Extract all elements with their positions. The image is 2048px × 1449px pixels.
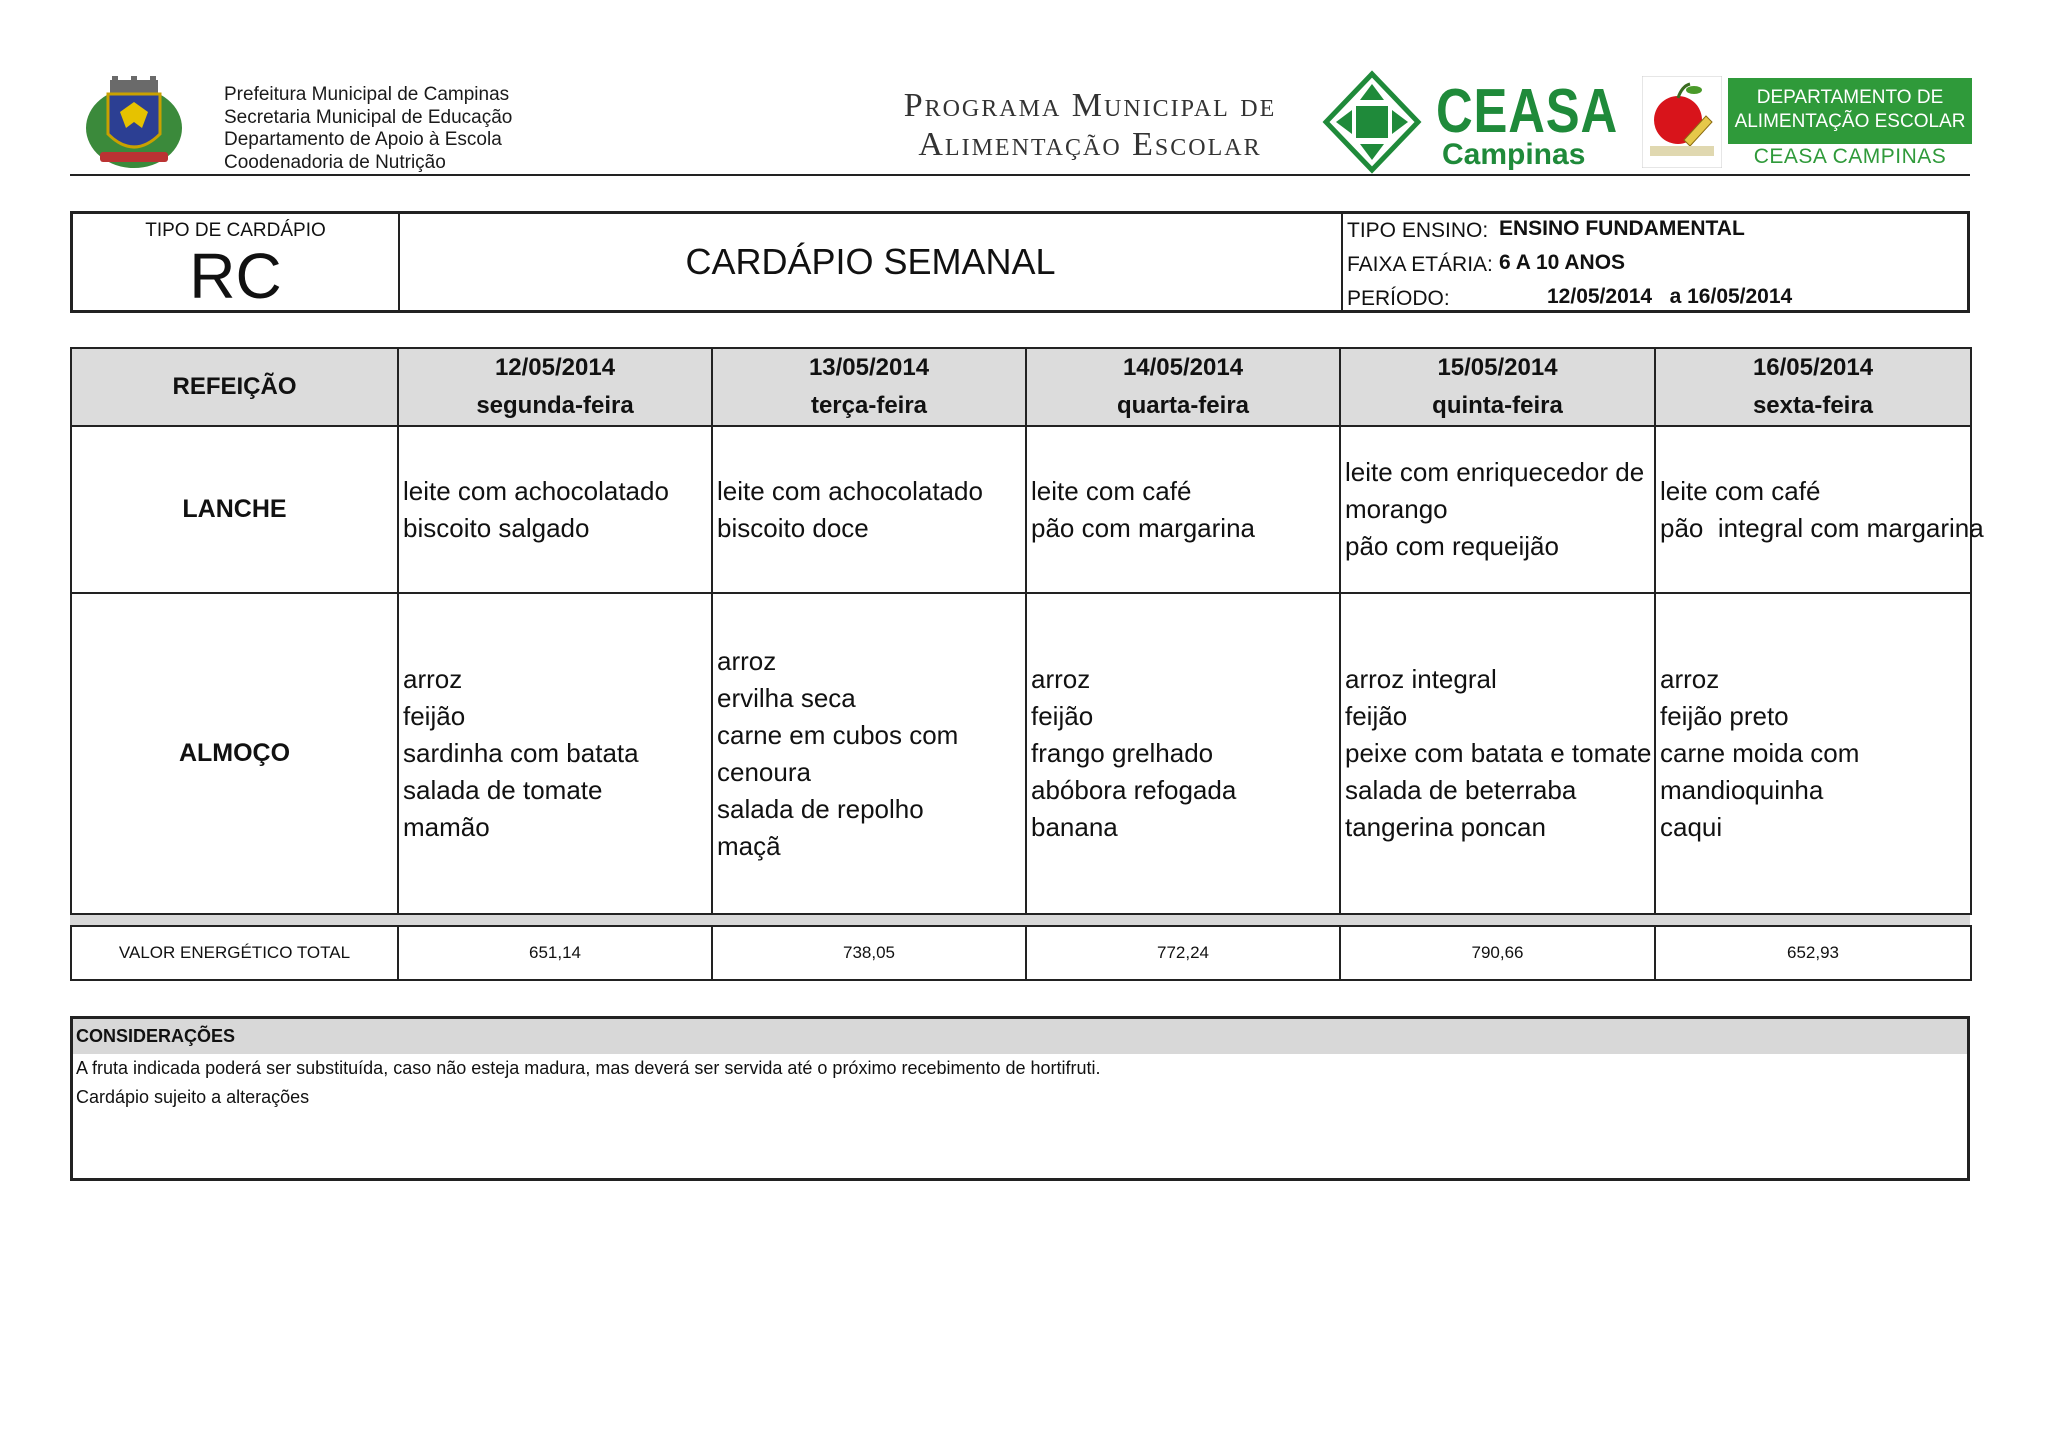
energy-row: [71, 926, 1971, 980]
prefeitura-line: Secretaria Municipal de Educação: [224, 106, 513, 128]
menu-item: peixe com batata e tomate: [1345, 738, 1652, 768]
ensino-label: TIPO ENSINO:: [1347, 219, 1489, 242]
program-line2: Alimentação Escolar: [918, 126, 1262, 163]
menu-title: CARDÁPIO SEMANAL: [400, 214, 1343, 310]
program-line1: Programa Municipal de: [903, 87, 1277, 124]
lanche-label: LANCHE: [71, 426, 398, 593]
menu-cell: [1340, 593, 1655, 914]
menu-item: banana: [1031, 812, 1118, 842]
menu-item: biscoito salgado: [403, 512, 590, 543]
menu-type-label: TIPO DE CARDÁPIO: [145, 220, 326, 241]
menu-item: arroz: [717, 645, 777, 676]
menu-item: feijão: [403, 701, 466, 731]
menu-cell: [1340, 426, 1655, 593]
energy-label: VALOR ENERGÉTICO TOTAL: [71, 926, 398, 980]
energy-separator: [70, 915, 1970, 925]
periodo-label: PERÍODO:: [1347, 287, 1450, 310]
menu-item: leite com enriquecedor de: [1345, 457, 1645, 487]
menu-type-cell: [73, 214, 400, 310]
dept-line1: DEPARTAMENTO DE: [1756, 87, 1944, 108]
menu-item: caqui: [1660, 812, 1723, 842]
day-header: [1655, 348, 1971, 426]
menu-item: pão com requeijão: [1345, 531, 1559, 561]
menu-cell: [1655, 426, 1984, 593]
menu-item: tangerina poncan: [1345, 812, 1546, 842]
menu-item: carne em cubos com: [717, 719, 959, 750]
dept-line2: ALIMENTAÇÃO ESCOLAR: [1734, 111, 1966, 132]
day-weekday: terça-feira: [810, 392, 928, 419]
apple-icon: [1642, 76, 1722, 168]
menu-item: ervilha seca: [717, 682, 856, 713]
menu-cell: [1655, 593, 1971, 914]
menu-item: maçã: [717, 830, 781, 861]
menu-item: arroz: [1660, 664, 1720, 694]
day-date: 14/05/2014: [1122, 354, 1244, 381]
day-date: 12/05/2014: [494, 354, 616, 381]
almoco-label: ALMOÇO: [71, 593, 398, 914]
faixa-label: FAIXA ETÁRIA:: [1347, 253, 1493, 276]
almoco-row: [71, 593, 1971, 914]
menu-header-row: [71, 348, 1971, 426]
page-header: [70, 68, 1970, 176]
menu-item: cenoura: [717, 756, 811, 787]
day-header: [712, 348, 1026, 426]
department-logo-green: [1728, 78, 1972, 144]
energy-value: 738,05: [712, 926, 1026, 980]
menu-item: feijão: [1345, 701, 1408, 731]
menu-item: leite com achocolatado: [717, 475, 983, 506]
menu-info-box: [70, 211, 1970, 313]
energy-value: 652,93: [1655, 926, 1971, 980]
day-date: 16/05/2014: [1752, 354, 1874, 381]
day-header: [1340, 348, 1655, 426]
menu-item: mandioquinha: [1660, 775, 1824, 805]
prefeitura-line: Prefeitura Municipal de Campinas: [224, 84, 510, 105]
day-weekday: quinta-feira: [1432, 392, 1563, 419]
ensino-value: ENSINO FUNDAMENTAL: [1499, 217, 1745, 240]
menu-item: abóbora refogada: [1031, 775, 1237, 805]
menu-type-value: RC: [189, 240, 282, 312]
menu-item: leite com café: [1660, 475, 1821, 506]
prefeitura-line: Departamento de Apoio à Escola: [224, 129, 502, 150]
dept-line3: CEASA CAMPINAS: [1753, 145, 1947, 168]
day-date: 13/05/2014: [808, 354, 930, 381]
lanche-row: [71, 426, 1971, 593]
menu-item: morango: [1345, 494, 1448, 524]
menu-cell: [1026, 593, 1340, 914]
department-logo: [1728, 78, 1972, 170]
menu-cell: [712, 426, 1026, 593]
menu-item: arroz: [1031, 664, 1091, 694]
prefeitura-line: Coodenadoria de Nutrição: [224, 151, 446, 173]
menu-item: arroz integral: [1345, 664, 1497, 694]
weekly-menu-table: [70, 347, 1984, 915]
periodo-value: 12/05/2014 a 16/05/2014: [1547, 285, 1793, 308]
menu-item: carne moida com: [1660, 738, 1860, 768]
menu-item: frango grelhado: [1031, 738, 1214, 768]
menu-cell: [398, 426, 712, 593]
energy-value: 790,66: [1340, 926, 1655, 980]
ceasa-logo-text: CEASA: [1436, 77, 1619, 146]
faixa-value: 6 A 10 ANOS: [1499, 251, 1626, 274]
considerations-line: Cardápio sujeito a alterações: [76, 1087, 310, 1107]
day-header: [398, 348, 712, 426]
menu-item: feijão preto: [1660, 701, 1789, 731]
energy-value: 651,14: [398, 926, 712, 980]
energy-value: 772,24: [1026, 926, 1340, 980]
menu-item: leite com café: [1031, 475, 1192, 506]
menu-item: leite com achocolatado: [403, 475, 669, 506]
program-title: [810, 86, 1370, 164]
day-date: 15/05/2014: [1437, 354, 1558, 381]
day-weekday: segunda-feira: [476, 392, 634, 419]
menu-item: salada de tomate: [403, 775, 603, 805]
menu-item: salada de repolho: [717, 793, 924, 824]
menu-cell: [712, 593, 1026, 914]
day-weekday: sexta-feira: [1752, 392, 1874, 419]
menu-details: [1343, 214, 1973, 310]
meal-column-header: REFEIÇÃO: [71, 348, 398, 426]
considerations-line: A fruta indicada poderá ser substituída, caso não esteja madura, mas deverá ser servida até o próximo recebimento de hortifruti.: [76, 1058, 1101, 1078]
menu-item: pão integral com margarina: [1660, 512, 1984, 543]
menu-item: pão com margarina: [1031, 512, 1255, 543]
day-header: [1026, 348, 1340, 426]
menu-item: sardinha com batata: [403, 738, 639, 768]
campinas-coat-of-arms-icon: [80, 72, 188, 172]
considerations-text: [73, 1054, 1967, 1112]
energy-table: [70, 925, 1972, 981]
menu-item: salada de beterraba: [1345, 775, 1577, 805]
menu-item: arroz: [403, 664, 463, 694]
menu-cell: [398, 593, 712, 914]
menu-item: biscoito doce: [717, 512, 869, 543]
considerations-box: [70, 1016, 1970, 1181]
considerations-title: CONSIDERAÇÕES: [73, 1019, 1967, 1054]
ceasa-logo-subtext: Campinas: [1442, 138, 1586, 171]
menu-item: feijão: [1031, 701, 1094, 731]
menu-item: mamão: [403, 812, 490, 842]
menu-cell: [1026, 426, 1340, 593]
day-weekday: quarta-feira: [1116, 392, 1250, 419]
prefeitura-info: [224, 84, 512, 174]
